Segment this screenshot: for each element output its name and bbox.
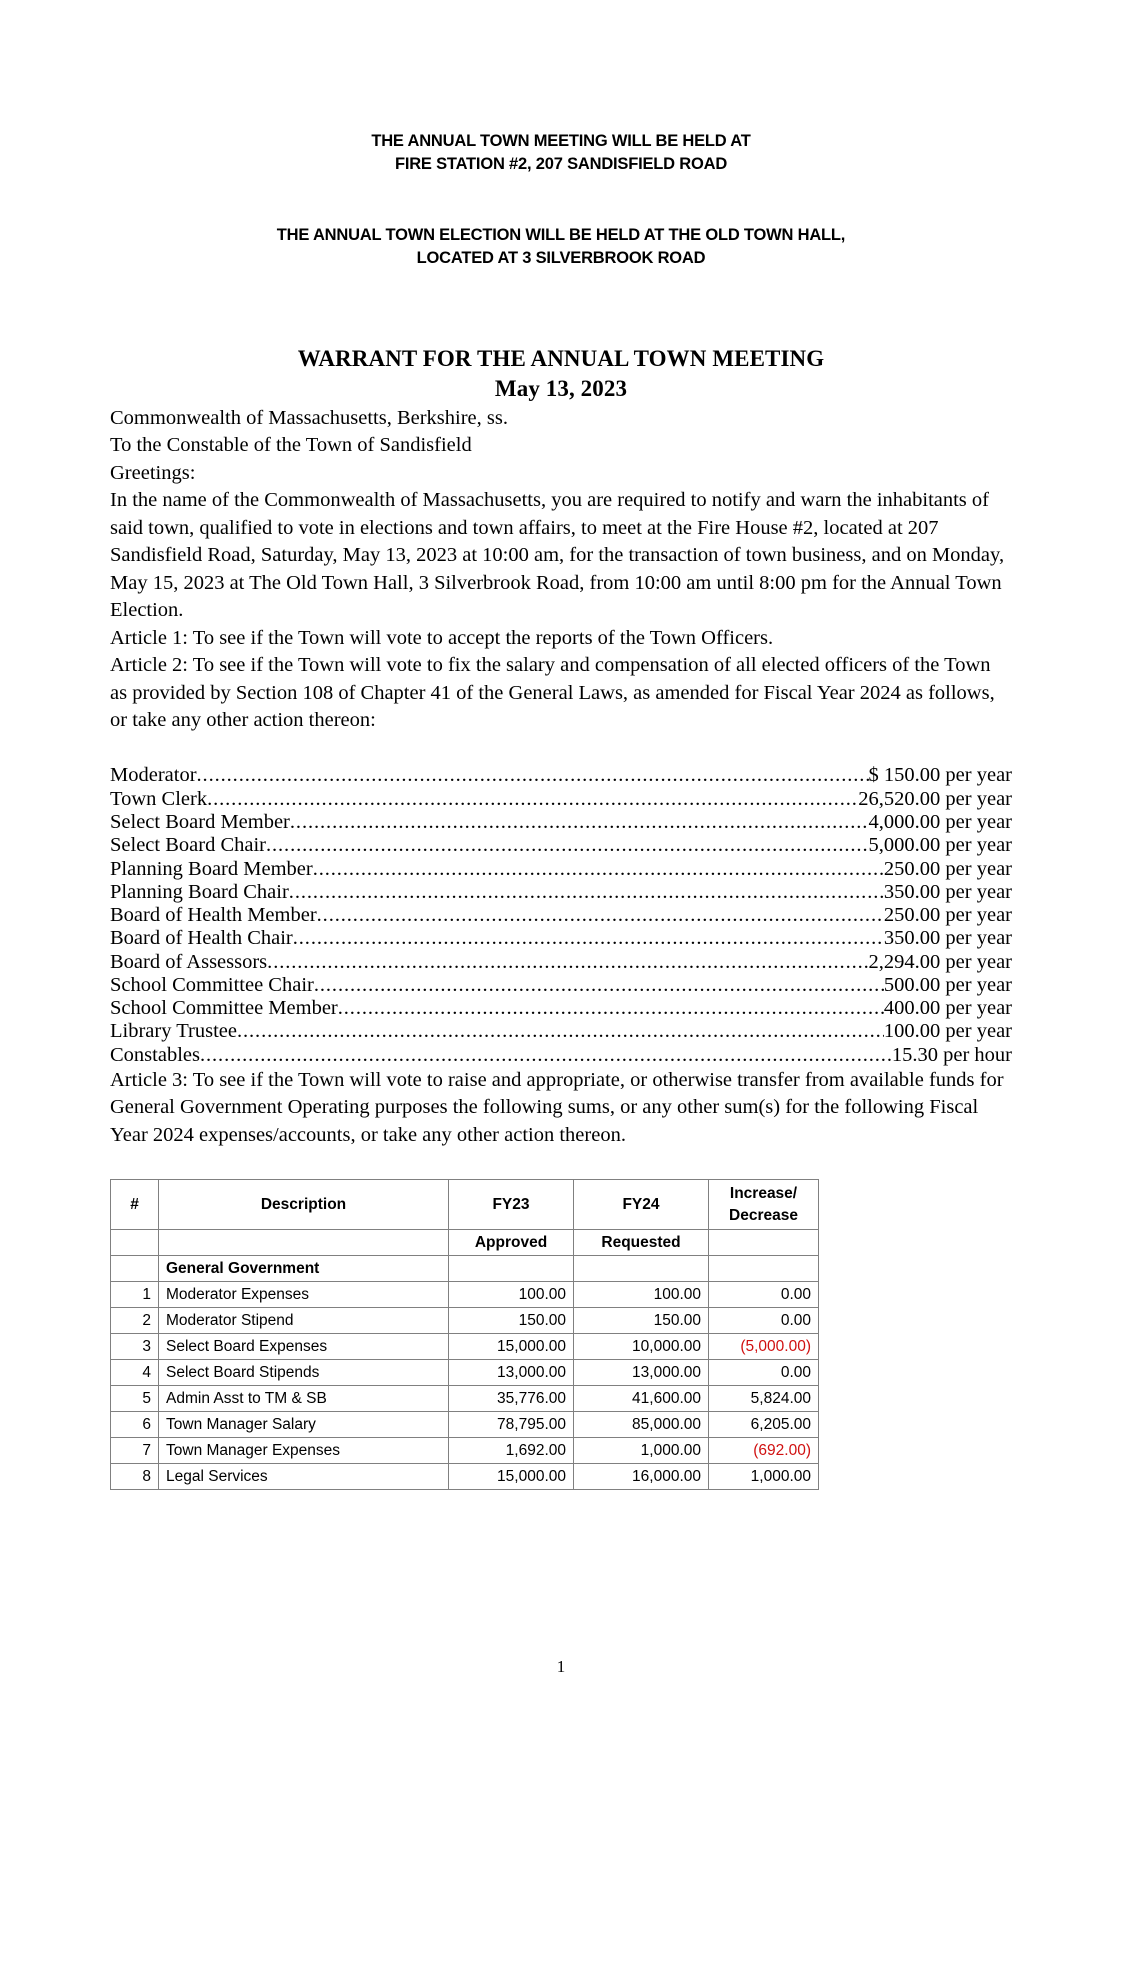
- salary-label: Moderator: [110, 764, 197, 787]
- meeting-announcement-line-2: FIRE STATION #2, 207 SANDISFIELD ROAD: [394, 155, 728, 174]
- section-row-number: [111, 1256, 159, 1282]
- salary-row: [110, 974, 1012, 997]
- document-body: [0, 405, 1122, 735]
- row-fy23: 15,000.00: [449, 1334, 574, 1360]
- row-fy24: 85,000.00: [574, 1412, 709, 1438]
- budget-table-head: [111, 1180, 819, 1256]
- section-row-label: General Government: [159, 1256, 449, 1282]
- row-fy23: 78,795.00: [449, 1412, 574, 1438]
- row-fy23: 13,000.00: [449, 1360, 574, 1386]
- election-announcement-line-2: LOCATED AT 3 SILVERBROOK ROAD: [416, 249, 706, 268]
- table-row: [111, 1360, 819, 1386]
- row-fy24: 150.00: [574, 1308, 709, 1334]
- salary-amount: 26,520.00 per year: [858, 787, 1012, 810]
- header-sub-description: [159, 1230, 449, 1256]
- salary-label: Library Trustee: [110, 1020, 237, 1043]
- address-line-1: Commonwealth of Massachusetts, Berkshire, ss.: [110, 406, 508, 429]
- election-announcement-line-1: THE ANNUAL TOWN ELECTION WILL BE HELD AT THE OLD TOWN HALL,: [276, 225, 846, 244]
- salary-label: Board of Assessors: [110, 950, 268, 973]
- salary-amount: 2,294.00 per year: [868, 950, 1012, 973]
- budget-table: [110, 1179, 819, 1490]
- salary-row: [110, 881, 1012, 904]
- row-number: 3: [111, 1334, 159, 1360]
- salary-label: Board of Health Chair: [110, 927, 293, 950]
- row-delta: (692.00): [709, 1438, 819, 1464]
- leader-dots: [200, 1044, 892, 1065]
- salary-label: Town Clerk: [110, 787, 208, 810]
- greeting-text: Greetings:: [110, 461, 196, 484]
- table-section-row: [111, 1256, 819, 1282]
- row-description: Legal Services: [159, 1464, 449, 1490]
- warrant-title: [0, 344, 1122, 405]
- table-header-row-secondary: [111, 1230, 819, 1256]
- table-row: [111, 1412, 819, 1438]
- table-header-row-primary: [111, 1180, 819, 1230]
- row-delta: 0.00: [709, 1360, 819, 1386]
- salary-label: Planning Board Member: [110, 857, 313, 880]
- row-description: Moderator Stipend: [159, 1308, 449, 1334]
- budget-table-body: [111, 1256, 819, 1490]
- row-number: 8: [111, 1464, 159, 1490]
- table-row: [111, 1308, 819, 1334]
- article-1-paragraph: Article 1: To see if the Town will vote to accept the reports of the Town Officers.: [110, 626, 774, 649]
- header-fy24-requested: Requested: [574, 1230, 709, 1256]
- row-fy23: 15,000.00: [449, 1464, 574, 1490]
- salary-label: Select Board Chair: [110, 834, 266, 857]
- salary-label: School Committee Member: [110, 997, 338, 1020]
- warrant-title-heading: WARRANT FOR THE ANNUAL TOWN MEETING: [297, 345, 825, 371]
- salary-label: Planning Board Chair: [110, 880, 289, 903]
- row-fy23: 150.00: [449, 1308, 574, 1334]
- row-number: 1: [111, 1282, 159, 1308]
- leader-dots: [290, 811, 869, 832]
- salary-row: [110, 1044, 1012, 1067]
- row-fy23: 35,776.00: [449, 1386, 574, 1412]
- row-fy24: 16,000.00: [574, 1464, 709, 1490]
- header-increase-decrease: [709, 1180, 819, 1230]
- header-fy24: FY24: [574, 1180, 709, 1230]
- salary-row: [110, 788, 1012, 811]
- table-row: [111, 1386, 819, 1412]
- article-2-paragraph: Article 2: To see if the Town will vote to fix the salary and compensation of all elected officers of the Town as provided by Section 108 of Chapter 41 of the General Laws, as amended for Fiscal Year 2024 as follows, or take any other action thereon:: [110, 654, 995, 731]
- header-description: Description: [159, 1180, 449, 1230]
- preamble-paragraph: In the name of the Commonwealth of Massachusetts, you are required to notify and warn the inhabitants of said town, qualified to vote in elections and town affairs, to meet at the Fire House #2, located at 207 Sandisfield Road, Saturday, May 13, 2023 at 10:00 am, for the transaction of town business, and on Monday, May 15, 2023 at The Old Town Hall, 3 Silverbrook Road, from 10:00 am until 8:00 pm for the Annual Town Election.: [110, 489, 1005, 622]
- salary-amount: 15.30 per hour: [891, 1043, 1012, 1066]
- header-fy23: FY23: [449, 1180, 574, 1230]
- header-sub-number: [111, 1230, 159, 1256]
- salary-label: Board of Health Member: [110, 904, 317, 927]
- row-description: Moderator Expenses: [159, 1282, 449, 1308]
- row-description: Select Board Stipends: [159, 1360, 449, 1386]
- row-description: Admin Asst to TM & SB: [159, 1386, 449, 1412]
- table-row: [111, 1282, 819, 1308]
- header-number: #: [111, 1180, 159, 1230]
- page-number: 1: [556, 1657, 566, 1676]
- row-number: 4: [111, 1360, 159, 1386]
- salary-label: Select Board Member: [110, 811, 290, 833]
- salary-amount: 500.00 per year: [883, 973, 1012, 996]
- row-fy24: 10,000.00: [574, 1334, 709, 1360]
- salary-amount: $ 150.00 per year: [868, 764, 1012, 787]
- salary-row: [110, 951, 1012, 974]
- row-description: Town Manager Salary: [159, 1412, 449, 1438]
- row-delta: 5,824.00: [709, 1386, 819, 1412]
- document-page: [0, 130, 1122, 1978]
- row-number: 2: [111, 1308, 159, 1334]
- meeting-announcement: [0, 130, 1122, 177]
- salary-amount: 350.00 per year: [883, 927, 1012, 950]
- salary-row: [110, 1020, 1012, 1043]
- row-description: Town Manager Expenses: [159, 1438, 449, 1464]
- leader-dots: [267, 951, 868, 972]
- section-row-fy23: [449, 1256, 574, 1282]
- leader-dots: [289, 881, 884, 902]
- salary-row: [110, 858, 1012, 881]
- salary-row: [110, 904, 1012, 927]
- section-row-fy24: [574, 1256, 709, 1282]
- salary-label: School Committee Chair: [110, 973, 314, 996]
- leader-dots: [237, 1020, 884, 1041]
- leader-dots: [338, 997, 884, 1018]
- article-3-paragraph: Article 3: To see if the Town will vote to raise and appropriate, or otherwise transfer from available funds for General Government Operating purposes the following sums, or any other sum(s) for the following Fiscal Year 2024 expenses/accounts, or take any other action thereon.: [110, 1068, 1004, 1146]
- header-sub-delta: [709, 1230, 819, 1256]
- salary-row: [110, 927, 1012, 950]
- budget-table-container: [0, 1179, 1122, 1490]
- row-fy24: 13,000.00: [574, 1360, 709, 1386]
- row-fy23: 1,692.00: [449, 1438, 574, 1464]
- salary-amount: 400.00 per year: [883, 997, 1012, 1020]
- salary-amount: 250.00 per year: [883, 904, 1012, 927]
- leader-dots: [314, 974, 884, 995]
- row-fy23: 100.00: [449, 1282, 574, 1308]
- row-fy24: 41,600.00: [574, 1386, 709, 1412]
- row-description: Select Board Expenses: [159, 1334, 449, 1360]
- salary-schedule-list: [0, 764, 1122, 1066]
- salary-amount: 5,000.00 per year: [868, 834, 1012, 857]
- salary-row: [110, 997, 1012, 1020]
- row-delta: 0.00: [709, 1308, 819, 1334]
- row-number: 7: [111, 1438, 159, 1464]
- table-row: [111, 1438, 819, 1464]
- header-increase-decrease-line-2: Decrease: [729, 1206, 798, 1224]
- meeting-announcement-line-1: THE ANNUAL TOWN MEETING WILL BE HELD AT: [371, 132, 751, 150]
- salary-row: [110, 764, 1012, 787]
- leader-dots: [207, 788, 858, 809]
- leader-dots: [197, 764, 869, 785]
- table-row: [111, 1334, 819, 1360]
- row-delta: 6,205.00: [709, 1412, 819, 1438]
- row-delta: (5,000.00): [709, 1334, 819, 1360]
- salary-label: Constables: [110, 1043, 200, 1066]
- salary-amount: 4,000.00 per year: [868, 811, 1012, 833]
- warrant-title-date: May 13, 2023: [494, 376, 628, 402]
- row-delta: 1,000.00: [709, 1464, 819, 1490]
- row-fy24: 100.00: [574, 1282, 709, 1308]
- section-row-delta: [709, 1256, 819, 1282]
- row-delta: 0.00: [709, 1282, 819, 1308]
- address-line-2: To the Constable of the Town of Sandisfield: [110, 434, 472, 457]
- salary-amount: 350.00 per year: [883, 880, 1012, 903]
- election-announcement: [0, 224, 1122, 271]
- table-row: [111, 1464, 819, 1490]
- salary-amount: 100.00 per year: [883, 1020, 1012, 1043]
- header-fy23-approved: Approved: [449, 1230, 574, 1256]
- salary-row: [110, 811, 1012, 834]
- salary-amount: 250.00 per year: [883, 857, 1012, 880]
- row-number: 5: [111, 1386, 159, 1412]
- leader-dots: [293, 927, 884, 948]
- leader-dots: [313, 858, 884, 879]
- salary-row: [110, 834, 1012, 857]
- header-increase-decrease-line-1: Increase/: [729, 1185, 798, 1203]
- leader-dots: [317, 904, 884, 925]
- row-number: 6: [111, 1412, 159, 1438]
- article-3-section: [0, 1067, 1122, 1149]
- leader-dots: [266, 834, 869, 855]
- row-fy24: 1,000.00: [574, 1438, 709, 1464]
